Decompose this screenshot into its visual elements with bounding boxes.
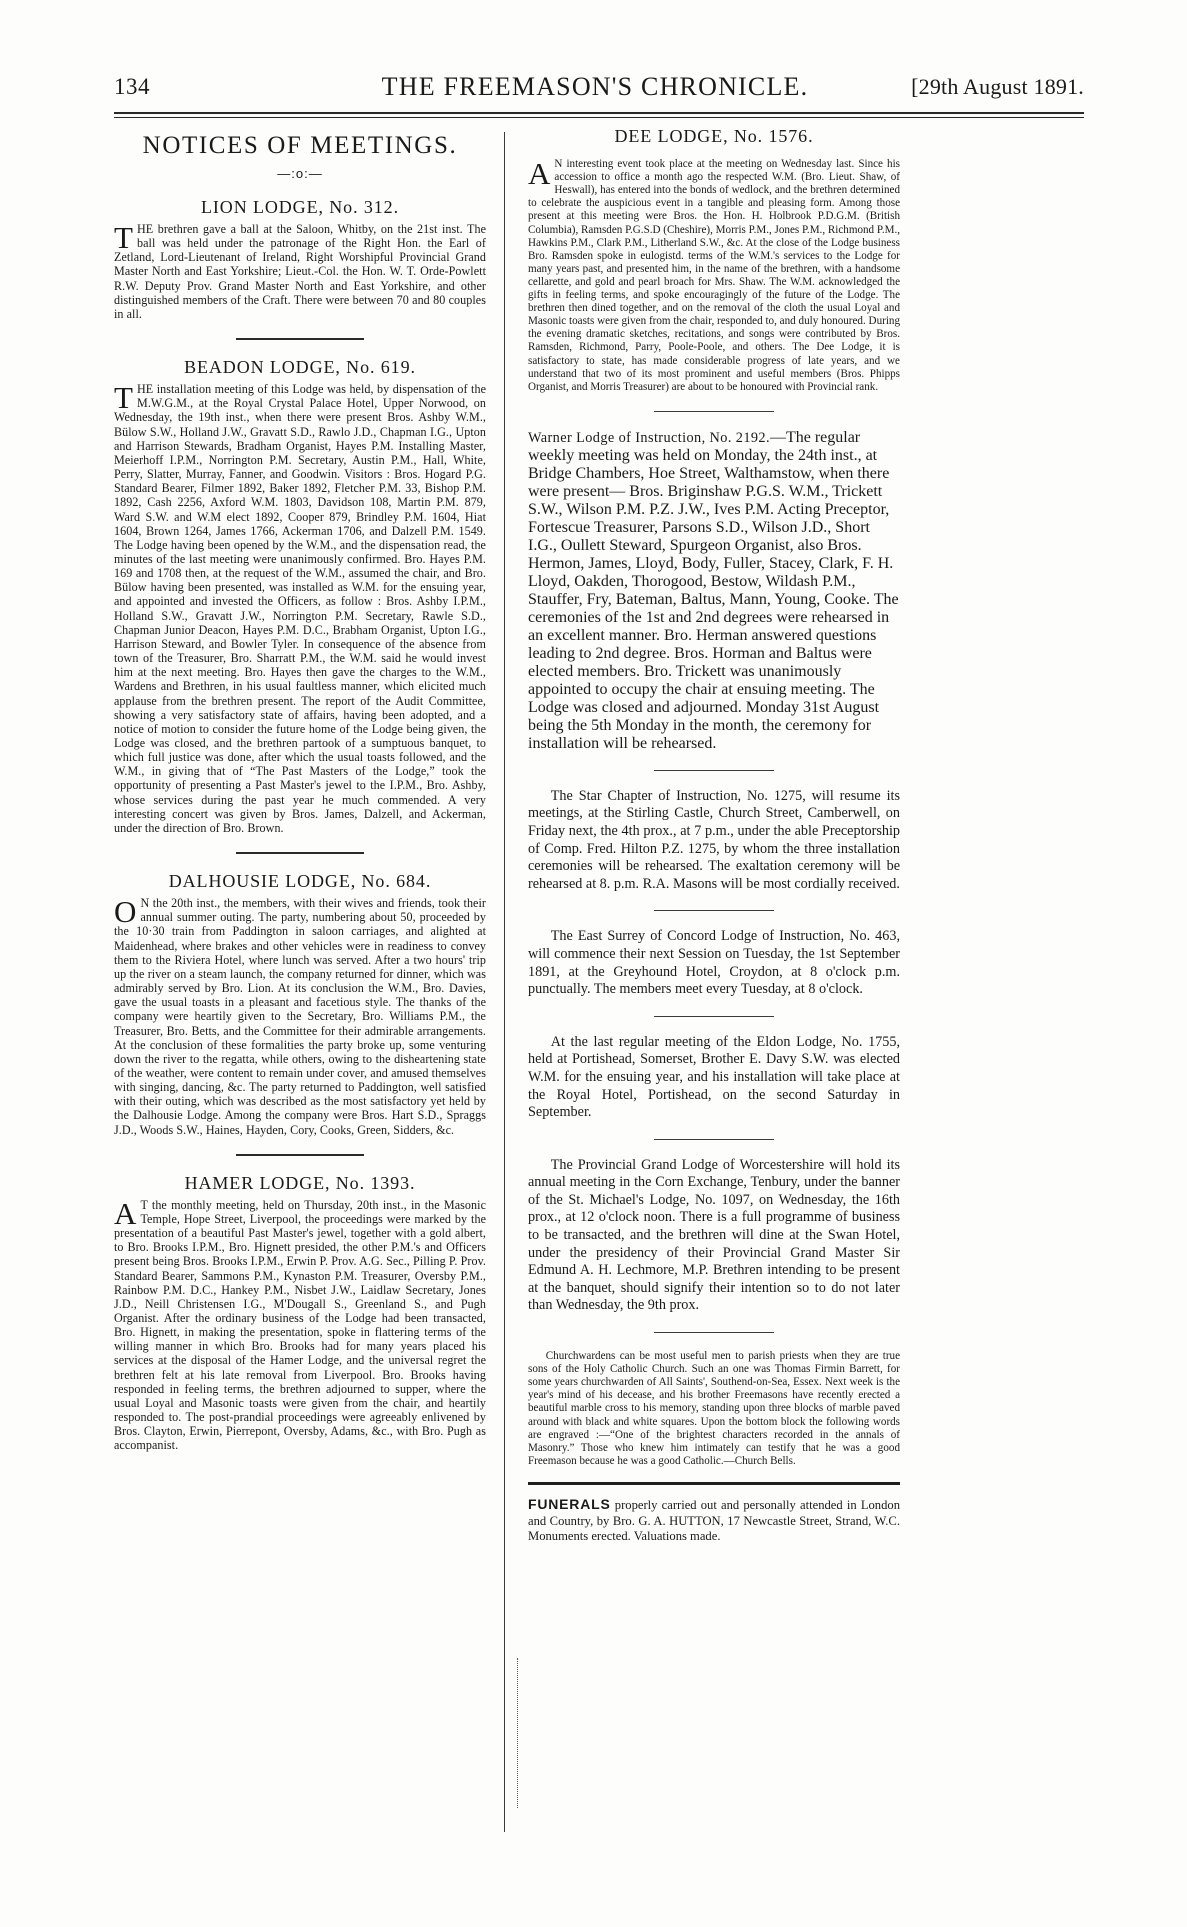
notice-provincial-grand-lodge: The Provincial Grand Lodge of Worcestershire will hold its annual meeting in the Corn Exchange, Tenbury, under the banner of the St. Michael's Lodge, No. 1097, on Wednesday, the 16th prox., at 12 o'clock noon. There is a full programme of business to be transacted, and the brethren will dine at the Swan Hotel, under the presidency of their Provincial Grand Master Sir Edmund A. H. Lechmore, M.P. Brethren intending to be present at the banquet, should signify their intention so to do not later than Wednesday, the 9th prox. bbox=[528, 1156, 900, 1314]
section-rule bbox=[654, 1016, 774, 1017]
lodge-article-dee bbox=[528, 158, 900, 394]
lodge-article-hamer bbox=[114, 1195, 486, 1453]
dropcap-dalhousie: O bbox=[114, 894, 137, 930]
lodge-heading-dalhousie: DALHOUSIE LODGE, No. 684. bbox=[168, 871, 432, 892]
section-rule bbox=[654, 910, 774, 911]
section-rule bbox=[236, 1154, 364, 1156]
notice-warner-lodge-text: —The regular weekly meeting was held on Monday, the 24th inst., at Bridge Chambers, Hoe Street, Walthamstow, when there were present— Bros. Briginshaw P.G.S. W.M., Trickett S.W., Wilson P.M. P.Z. J.W., Ives P.M. Acting Preceptor, Fortescue Treasurer, Parsons S.D., Wilson J.D., Short I.G., Oullett Steward, Spurgeon Organist, also Bros. Hermon, James, Lloyd, Body, Fuller, Stacey, Clark, F. H. Lloyd, Oakden, Thorogood, Bestow, Wildash P.M., Stauffer, Fry, Bateman, Baltus, Mann, Young, Cooke. The ceremonies of the 1st and 2nd degrees were rehearsed in an excellent manner. Bro. Herman answered questions leading to 2nd degree. Bros. Horman and Baltus were elected members. Bro. Trickett was unanimously appointed to occupy the chair at ensuing meeting. The Lodge was closed and adjourned. Monday 31st August being the 5th Monday in the month, the ceremony for installation will be rehearsed. bbox=[528, 428, 899, 752]
advert-lead-word: FUNERALS bbox=[528, 1496, 611, 1513]
advert-rule bbox=[528, 1482, 900, 1485]
section-rule bbox=[654, 1332, 774, 1333]
section-rule bbox=[236, 338, 364, 340]
notice-east-surrey: The East Surrey of Concord Lodge of Instruction, No. 463, will commence their next Session on Tuesday, the 1st September 1891, at the Greyhound Hotel, Croydon, at 8 o'clock p.m. punctually. The members meet every Tuesday, at 8 o'clock. bbox=[528, 928, 900, 998]
lodge-article-hamer-text: T the monthly meeting, held on Thursday, 20th inst., in the Masonic Temple, Hope Street, Liverpool, the proceedings were marked by the presentation of a beautiful Past Master's jewel, together with a gold albert, to Bro. Brooks I.P.M., Bro. Hignett presided, the other P.M.'s and Officers present being Bros. Brooks I.P.M., Erwin P. Prov. A.G. Sec., Pilling P. Prov. Standard Bearer, Sammons P.M., Kynaston P.M. Treasurer, Oversby P.M., Rainbow P.M. D.C., Hankey P.M., Nisbet J.W., Laidlaw Secretary, Jones J.D., Neill Christensen I.G., M'Dougall S., Greenland S., and Pugh Organist. After the ordinary business of the Lodge had been transacted, Bro. Hignett, in making the presentation, spoke in flattering terms of the willing manner in which Bro. Brooks had for many years placed his services at the disposal of the Hamer Lodge, and the universal regret the brethren felt at his late removal from Liverpool. Bro. Brooks having responded in feeling terms, the brethren adjourned to supper, where the usual Loyal and Masonic toasts were given from the chair, and heartily responded to. The post-prandial proceedings were agreeably enlivened by Bros. Clayton, Erwin, Pierrepont, Oversby, Adams, &c., with Bro. Pugh as accompanist. bbox=[114, 1197, 486, 1453]
page-title: NOTICES OF MEETINGS. bbox=[142, 132, 458, 159]
lodge-article-lion bbox=[114, 222, 486, 321]
lodge-heading-lion: LION LODGE, No. 312. bbox=[201, 197, 399, 217]
section-rule bbox=[654, 411, 774, 412]
title-ornament: —:o:— bbox=[277, 166, 323, 181]
lodge-article-dalhousie-text: N the 20th inst., the members, with their wives and friends, took their annual summer outing. The party, numbering about 50, proceeded by the 10·30 train from Paddington in saloon carriages, and alighted at Maidenhead, where brakes and other vehicles were in readiness to convey them to the Riviera Hotel, where lunch was served. After a two hours' trip up the river on a steam launch, the company returned for dinner, which was admirably served by Bro. Lion. At its conclusion the W.M., Bro. Davies, gave the usual toasts in a pleasant and facetious style. The thanks of the company were heartily given to the Secretary, Bro. Williams P.M., the Treasurer, Bro. Betts, and the Committee for their admirable arrangements. At the conclusion of these formalities the party broke up, some venturing down the river to the regatta, while others, owing to the disheartening state of the weather, were content to remain under cover, and amused themselves with singing, dancing, &c. The party returned to Paddington, well satisfied with their outing, which was described as the most satisfactory yet held by the Dalhousie Lodge. Among the company were Bros. Hart S.D., Spraggs J.D., Woods S.W., Haines, Hayden, Cory, Cooks, Green, Sidders, &c. bbox=[114, 896, 486, 1137]
masthead-rule bbox=[114, 112, 1084, 118]
lodge-heading-dee: DEE LODGE, No. 1576. bbox=[614, 126, 814, 146]
run-in-heading-warner: Warner Lodge of Instruction, No. 2192. bbox=[528, 429, 770, 446]
notice-churchwardens: Churchwardens can be most useful men to parish priests when they are true sons of the Holy Catholic Church. Such an one was Thomas Firmin Barrett, for some years churchwarden of All Saints', Southend-on-Sea, Essex. Next week is the year's mind of his decease, and his brother Freemasons have recently erected a beautiful marble cross to his memory, standing upon three blocks of marble paved around with black and white squares. Upon the bottom block the following words are engraved :—“One of the brightest characters recorded in the annals of Masonry.” Those who knew him intimately can testify that he was a good Freemason because he was a good Catholic.—Church Bells. bbox=[528, 1350, 900, 1467]
margin-tick-mark bbox=[517, 1658, 518, 1808]
dropcap-beadon: T bbox=[114, 380, 133, 416]
section-rule bbox=[654, 770, 774, 771]
lodge-article-lion-text: HE brethren gave a ball at the Saloon, Whitby, on the 21st inst. The ball was held under the patronage of the Right Hon. the Earl of Zetland, Lord-Lieutenant of Ireland, Right Worshipful Provincial Grand Master North and East Yorkshire; Lieut.-Col. the Hon. W. T. Orde-Powlett R.W. Deputy Prov. Grand Master North and East Yorkshire, and other distinguished members of the Craft. There were between 70 and 80 couples in all. bbox=[114, 222, 486, 321]
notice-eldon-lodge: At the last regular meeting of the Eldon Lodge, No. 1755, held at Portishead, Somerset, Brother E. Davy S.W. was elected W.M. for the ensuing year, and his installation will take place at the Royal Hotel, Portishead, on the second Saturday in September. bbox=[528, 1033, 900, 1121]
advert-body-text: properly carried out and personally attended in London and Country, by Bro. G. A. HUTTON, 17 Newcastle Street, Strand, W.C. Monuments erected. Valuations made. bbox=[528, 1498, 900, 1544]
lodge-article-beadon-text: HE installation meeting of this Lodge was held, by dispensation of the M.W.G.M., at the Royal Crystal Palace Hotel, Upper Norwood, on Wednesday, the 19th inst., when there were present Bros. Ashby W.M., Bülow S.W., Holland J.W., Gravatt S.D., Rawlo J.D., Chapman I.G., Upton and Harrison Stewards, Bradham Organist, Hayes P.M. Installing Master, Meierhoff I.P.M., Norrington P.M. Secretary, Austin P.M., Hall, White, Perry, Slatter, Murray, Fanner, and Goodwin. Visitors : Bros. Hogard P.G. Standard Bearer, Filmer 1892, Baker 1892, Fletcher P.M. 33, Bishop P.M. 1892, Cash 2256, Axford W.M. 1803, Davidson 108, Martin P.M. 879, Ward S.W. and W.M elect 1892, Cooper 879, Brindley P.M. 1604, Hiat 1604, Brown 1264, James 1766, Ackerman 1706, and Dalzell P.M. 1549. The Lodge having been opened by the W.M., and the dispensation read, the minutes of the last meeting were unanimously confirmed. Bro. Hayes P.M. 169 and 1708 then, at the request of the W.M., assumed the chair, and Bro. Bülow having been presented, was installed as W.M. for the ensuing year, and appointed and invested the Officers, as follow : Bros. Ashby I.P.M., Holland S.W., Gravatt J.W., Norrington P.M. Secretary, Rawle S.D., Chapman Junior Deacon, Hayes P.M. D.C., Brabham Organist, Upton I.G., Harrison Steward, and Bowler Tyler. In consequence of the absence from town of the Treasurer, Bro. Sharratt P.M., the W.M. said he would invest him at the next meeting. Bro. Hayes then gave the charges to the W.M., Wardens and Brethren, in his usual faultless manner, which elicited much applause from the brethren present. The report of the Audit Committee, showing a very satisfactory state of affairs, having been adopted, and a notice of motion to consider the future home of the Lodge being given, the Lodge was closed, and the brethren partook of a sumptuous banquet, to which full justice was done, after which the usual toasts followed, and the W.M., in giving that of “The Past Masters of the Lodge,” took the opportunity of presenting a Past Master's jewel to the I.P.M., Bro. Ashby, whose services during the past year he much commended. A very interesting concert was given by Bros. James, Dalzell, and Ackerman, under the direction of Bro. Brown. bbox=[114, 382, 486, 835]
section-rule bbox=[236, 852, 364, 854]
lodge-heading-hamer: HAMER LODGE, No. 1393. bbox=[184, 1172, 416, 1193]
column-divider bbox=[504, 132, 505, 1832]
issue-date: [29th August 1891. bbox=[911, 74, 1084, 99]
lodge-article-dalhousie bbox=[114, 896, 486, 1137]
lodge-article-dee-text: N interesting event took place at the meeting on Wednesday last. Since his accession to office a month ago the respected W.M. (Bro. Lieut. Shaw, of Heswall), has entered into the bonds of wedlock, and the brethren determined to celebrate the auspicious event in a tangible and pleasing form. Among those present at this meeting were Bros. the Hon. H. Holbrook P.D.G.M. (British Columbia), Ramsden P.G.S.D (Cheshire), Morris P.M., Jones P.M., Richmond P.M., Hawkins P.M., Clark P.M., Litherland S.W., &c. At the close of the Lodge business Bro. Ramsden spoke in eulogistd. terms of the W.M.'s services to the Lodge for many years past, and presented him, in the name of the brethren, with a handsome cellarette, and gold and pearl broach for Mrs. Shaw. The W.M. acknowledged the gifts in feeling terms, and spoke encouragingly of the future of the Lodge. The brethren then dined together, and on the removal of the cloth the usual Loyal and Masonic toasts were given from the chair, responded to, and duly honoured. During the evening dramatic sketches, recitations, and songs were contributed by Bros. Ramsden, Richmond, Parry, Poole-Poole, and others. The Dee Lodge, it is satisfactory to state, has made considerable progress of late years, and we understand that two of its most prominent and useful members (Bros. Phipps Organist, and Morris Treasurer) are about to be honoured with Provincial rank. bbox=[528, 158, 900, 393]
page-folio-number: 134 bbox=[114, 74, 150, 99]
right-column bbox=[528, 126, 900, 1841]
columns-wrapper bbox=[100, 126, 1090, 1841]
lodge-article-beadon bbox=[114, 382, 486, 835]
dropcap-lion: T bbox=[114, 220, 133, 255]
page-sheet bbox=[100, 60, 1090, 1850]
advertisement-funerals bbox=[528, 1497, 900, 1544]
left-column bbox=[114, 126, 486, 1841]
dropcap-dee: A bbox=[528, 156, 551, 192]
masthead bbox=[100, 60, 1090, 106]
dropcap-hamer: A bbox=[114, 1195, 137, 1231]
publication-title: THE FREEMASON'S CHRONICLE. bbox=[381, 72, 809, 101]
notice-star-chapter: The Star Chapter of Instruction, No. 1275, will resume its meetings, at the Stirling Castle, Church Street, Camberwell, on Friday next, the 4th prox., at 7 p.m., under the able Preceptorship of Comp. Fred. Hilton P.Z. 1275, by whom the three installation ceremonies will be rehearsed. The exaltation ceremony will be rehearsed at 8. p.m. R.A. Masons will be most cordially received. bbox=[528, 787, 900, 892]
lodge-heading-beadon: BEADON LODGE, No. 619. bbox=[184, 357, 416, 378]
section-rule bbox=[654, 1139, 774, 1140]
